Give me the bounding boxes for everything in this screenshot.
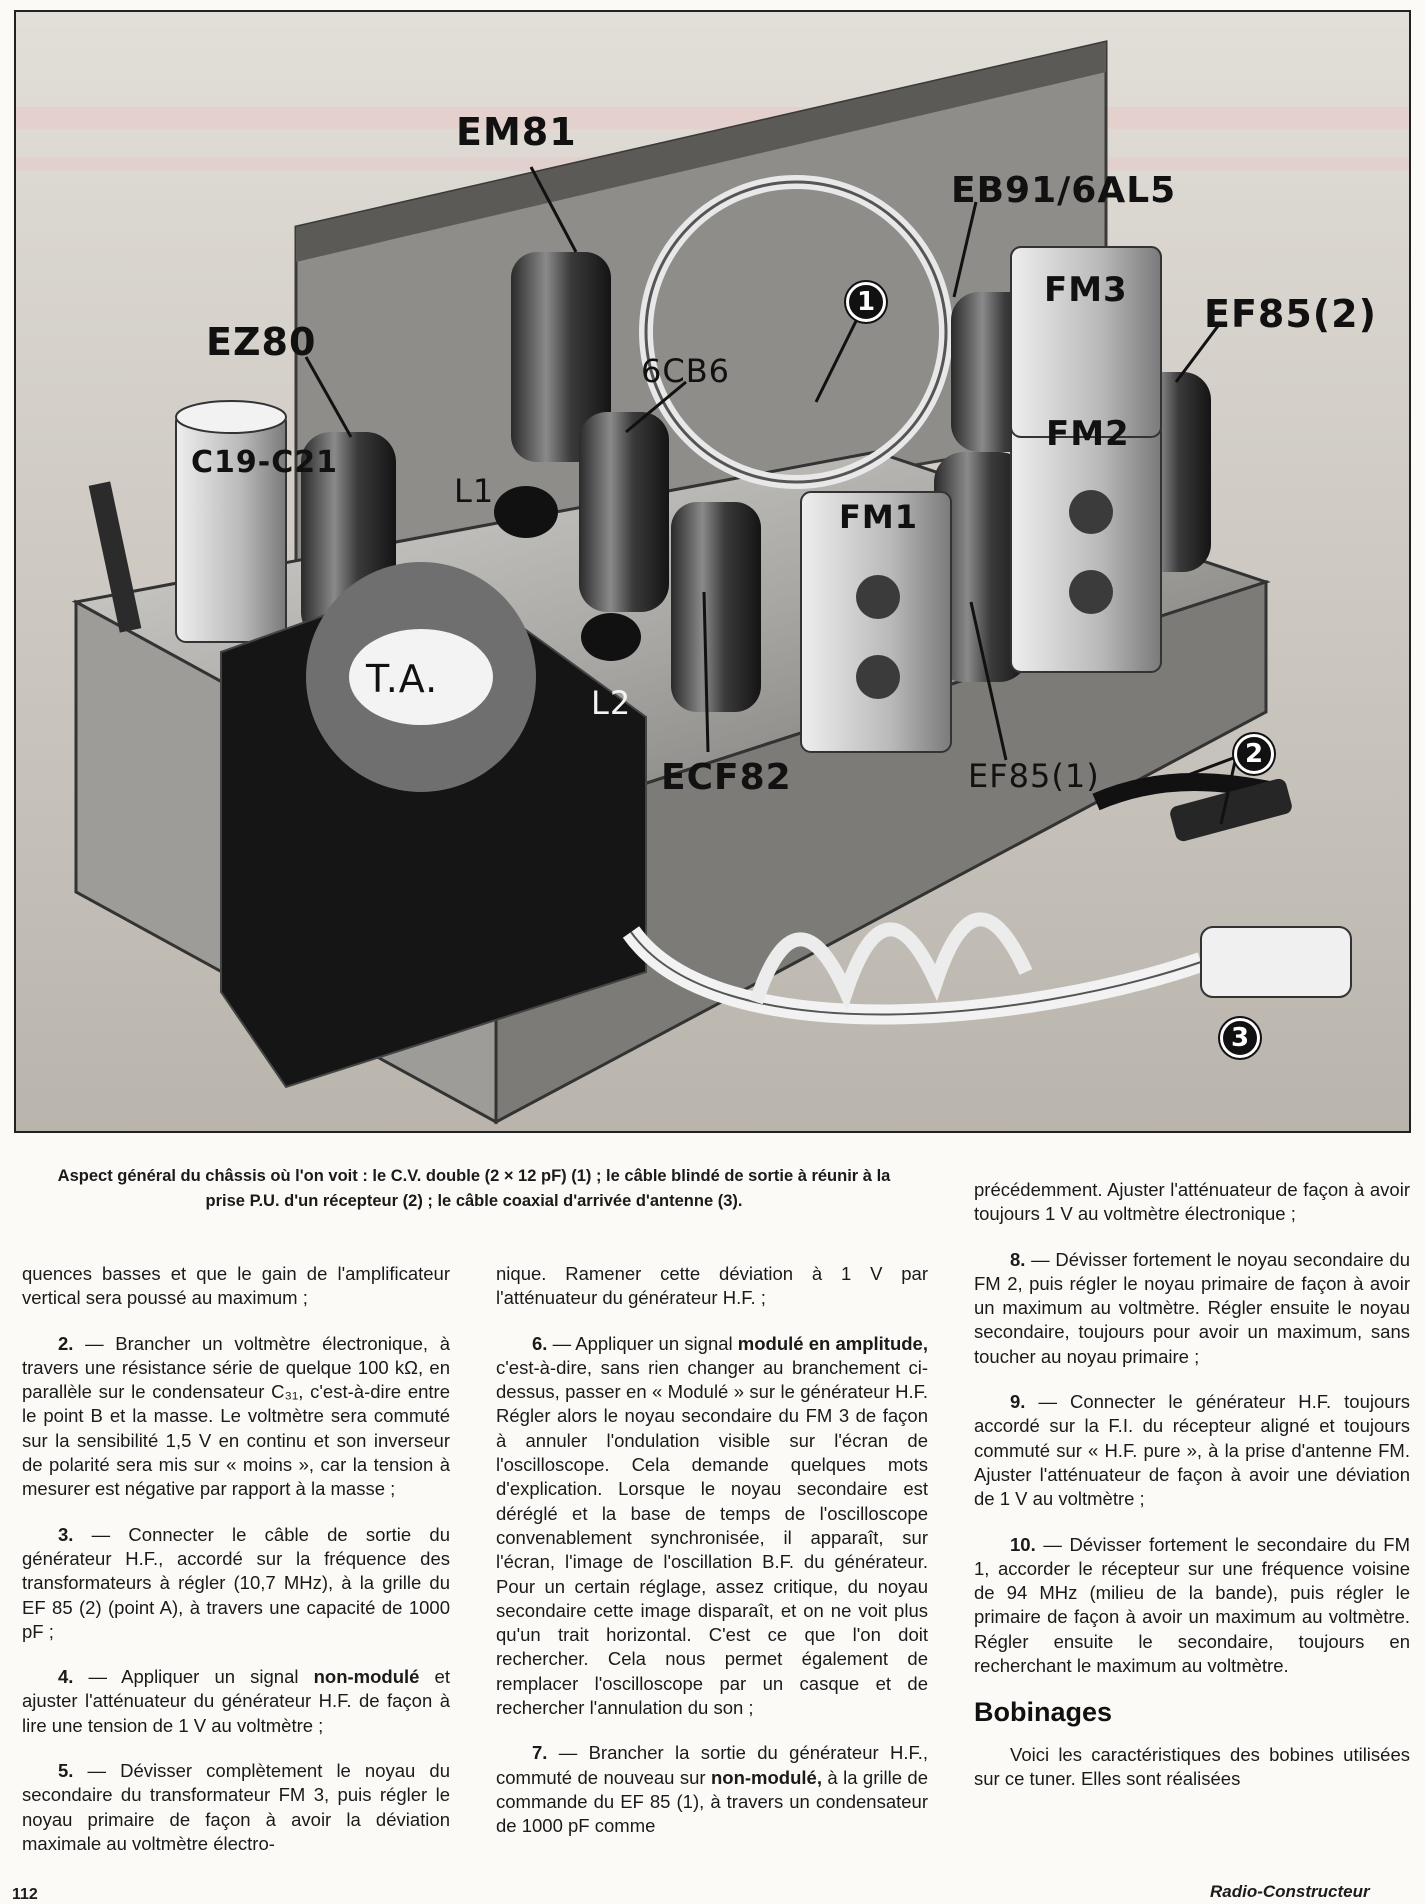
- emphasis: modulé en amplitude,: [737, 1332, 928, 1354]
- step-9: [974, 1390, 1410, 1511]
- section-heading: Bobinages: [974, 1697, 1113, 1728]
- label-6cb6: 6CB6: [641, 352, 731, 390]
- step-6: [496, 1332, 928, 1721]
- step-10: [974, 1533, 1410, 1679]
- step-number: 10.: [1010, 1533, 1036, 1555]
- marker-2: 2: [1234, 734, 1274, 774]
- step-number: 6.: [532, 1332, 548, 1354]
- step-text: — Connecter le générateur H.F. toujours accordé sur la F.I. du récepteur aligné et toujours commuté sur « H.F. pure », à la prise d'antenne FM. Ajuster l'atténuateur de façon à avoir une déviation de 1 V au voltmètre ;: [974, 1391, 1410, 1510]
- text-column-2: [496, 1262, 928, 1860]
- emphasis: non-modulé,: [711, 1766, 822, 1788]
- step-text: — Dévisser fortement le noyau secondaire du FM 2, puis régler le noyau primaire de façon à avoir un maximum au voltmètre. Régler ensuite le noyau secondaire, toujours pour avoir un maximum, sans toucher au noyau primaire ;: [974, 1248, 1410, 1367]
- step-number: 5.: [58, 1760, 74, 1782]
- marker-3: 3: [1220, 1018, 1260, 1058]
- label-ecf82: ECF82: [661, 757, 792, 798]
- step-text: — Dévisser complètement le noyau du secondaire du transformateur FM 3, puis régler le noyau primaire de façon à avoir la déviation maximale au voltmètre électro-: [22, 1760, 450, 1854]
- text-column-1: [22, 1262, 450, 1877]
- label-fm2: FM2: [1046, 414, 1130, 454]
- text-column-3: [974, 1178, 1410, 1812]
- paragraph-continued: précédemment. Ajuster l'atténuateur de façon à avoir toujours 1 V au voltmètre électronique ;: [974, 1179, 1410, 1225]
- publication-footer: Radio-Constructeur: [1210, 1882, 1370, 1901]
- step-3: [22, 1523, 450, 1644]
- emphasis: non-modulé: [313, 1666, 420, 1688]
- label-l2: L2: [591, 684, 632, 722]
- paragraph-bobinages: Voici les caractéristiques des bobines utilisées sur ce tuner. Elles sont réalisées: [974, 1743, 1410, 1789]
- step-number: 4.: [58, 1666, 74, 1688]
- label-l1: L1: [454, 472, 495, 510]
- label-ef85-2: EF85(2): [1204, 292, 1377, 336]
- label-ta: T.A.: [366, 657, 439, 701]
- step-text: c'est-à-dire, sans rien changer au branchement ci-dessus, passer en « Modulé » sur le générateur H.F. Régler alors le noyau secondaire du FM 3 de façon à annuler l'ondulation visible sur l'écran de l'oscilloscope. Cela demande quelques mots d'explication. Lorsque le noyau secondaire est déréglé et la base de temps de l'oscilloscope convenablement synchronisée, il apparaît, sur l'écran, l'image de l'oscillation B.F. du générateur. Pour un certain réglage, assez critique, du noyau secondaire cette image disparaît, et on ne voit plus qu'un trait horizontal. C'est ce que l'on doit rechercher. Cela nous permet également de remplacer l'oscilloscope par un casque et de rechercher l'annulation du son ;: [496, 1356, 928, 1719]
- marker-1: 1: [846, 282, 886, 322]
- step-2: [22, 1332, 450, 1502]
- step-text: — Brancher un voltmètre électronique, à travers une résistance série de quelque 100 kΩ, en parallèle sur le condensateur C₃₁, c'est-à-dire entre le point B et la masse. Le voltmètre sera commuté sur la sensibilité 1,5 V en continu et son inverseur de polarité sera mis sur « moins », car la tension à mesurer est négative par rapport à la masse ;: [22, 1332, 450, 1500]
- step-text: à la grille de commande du EF 85 (1), à travers un condensateur de 1000 pF comme: [496, 1766, 928, 1837]
- step-text: — Appliquer un signal: [547, 1332, 738, 1354]
- step-7: [496, 1741, 928, 1838]
- label-ef85-1: EF85(1): [968, 757, 1100, 795]
- step-text: — Brancher la sortie du générateur H.F., commuté de nouveau sur: [496, 1742, 928, 1788]
- figure-caption: Aspect général du châssis où l'on voit : le C.V. double (2 × 12 pF) (1) ; le câble blindé de sortie à réunir à la prise P.U. d'un récepteur (2) ; le câble coaxial d'arrivée d'antenne (3).: [57, 1167, 891, 1210]
- label-ez80: EZ80: [206, 320, 317, 364]
- step-text: — Appliquer un signal: [73, 1666, 314, 1688]
- step-number: 3.: [58, 1523, 74, 1545]
- step-number: 7.: [532, 1742, 548, 1764]
- step-text: — Connecter le câble de sortie du générateur H.F., accordé sur la fréquence des transformateurs à régler (10,7 MHz), à la grille du EF 85 (2) (point A), à travers une capacité de 1000 pF ;: [22, 1523, 450, 1642]
- step-4: [22, 1665, 450, 1738]
- paragraph-continued: nique. Ramener cette déviation à 1 V par l'atténuateur du générateur H.F. ;: [496, 1263, 928, 1309]
- label-fm3: FM3: [1044, 270, 1128, 310]
- step-8: [974, 1248, 1410, 1369]
- chassis-photograph: [14, 10, 1411, 1133]
- step-number: 2.: [58, 1332, 74, 1354]
- step-text: et ajuster l'atténuateur du générateur H.F. de façon à lire une tension de 1 V au voltmètre ;: [22, 1666, 450, 1736]
- step-5: [22, 1759, 450, 1856]
- page-number: 112: [12, 1886, 38, 1903]
- step-text: — Dévisser fortement le secondaire du FM 1, accorder le récepteur sur une fréquence voisine de 94 MHz (milieu de la bande), puis régler le primaire de façon à avoir un maximum au voltmètre. Régler ensuite le secondaire, toujours en recherchant le maximum au voltmètre.: [974, 1533, 1410, 1677]
- step-number: 8.: [1010, 1248, 1026, 1270]
- step-number: 9.: [1010, 1391, 1026, 1413]
- label-eb91-6al5: EB91/6AL5: [951, 170, 1177, 211]
- label-c19-c21: C19-C21: [191, 445, 338, 480]
- label-fm1: FM1: [839, 498, 918, 536]
- label-em81: EM81: [456, 110, 577, 154]
- chassis-illustration: [16, 12, 1411, 1133]
- paragraph-continued: quences basses et que le gain de l'amplificateur vertical sera poussé au maximum ;: [22, 1263, 450, 1309]
